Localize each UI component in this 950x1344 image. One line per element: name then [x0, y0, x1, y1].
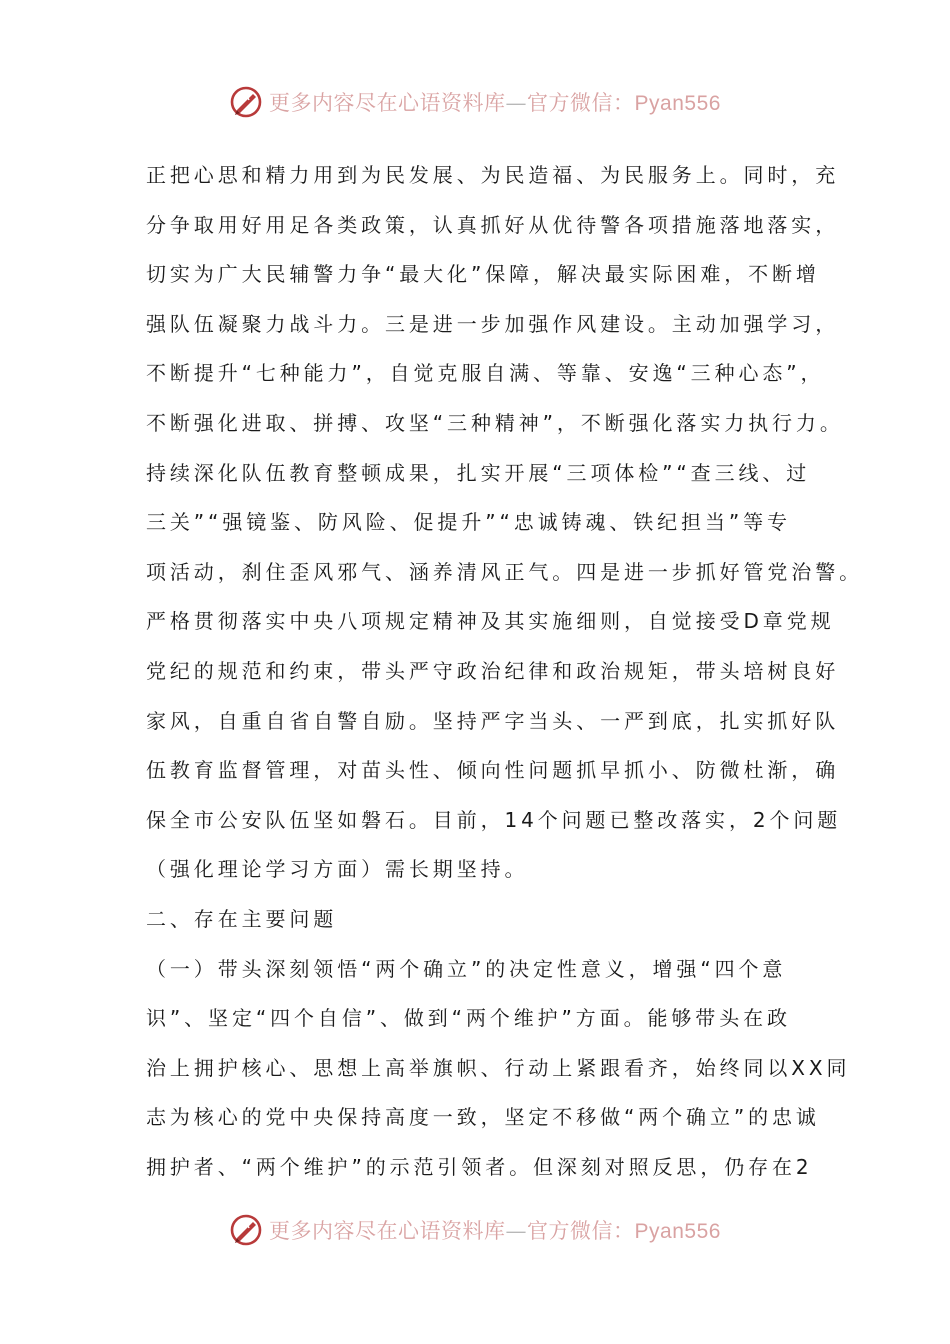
text-line: 强队伍凝聚力战斗力。三是进一步加强作风建设。主动加强学习， [146, 311, 840, 336]
text-line: （强化理论学习方面）需长期坚持。 [146, 857, 529, 882]
text-line: 持续深化队伍教育整顿成果，扎实开展“三项体检”“查三线、过 [146, 460, 811, 485]
text-line: 保全市公安队伍坚如磐石。目前，14个问题已整改落实，2个问题 [146, 807, 842, 832]
text-line: （一）带头深刻领悟“两个确立”的决定性意义，增强“四个意 [146, 956, 787, 981]
text-line: 志为核心的党中央保持高度一致，坚定不移做“两个确立”的忠诚 [146, 1105, 820, 1130]
text-line: 拥护者、“两个维护”的示范引领者。但深刻对照反思，仍存在2 [146, 1154, 813, 1179]
text-line: 伍教育监督管理，对苗头性、倾向性问题抓早抓小、防微杜渐，确 [146, 758, 840, 783]
text-line: 不断提升“七种能力”，自觉克服自满、等靠、安逸“三种心态”， [146, 361, 825, 386]
pen-logo-icon [229, 85, 263, 119]
text-line: 党纪的规范和约束，带头严守政治纪律和政治规矩，带头培树良好 [146, 658, 840, 683]
document-body [146, 151, 863, 1192]
text-line: 不断强化进取、拼搏、攻坚“三种精神”，不断强化落实力执行力。 [146, 410, 844, 435]
text-line: 分争取用好用足各类政策，认真抓好从优待警各项措施落地落实， [146, 212, 840, 237]
footer-watermark [0, 1210, 950, 1250]
text-line: 三关”“强镜鉴、防风险、促提升”“忠诚铸魂、铁纪担当”等专 [146, 510, 791, 535]
text-line: 识”、坚定“四个自信”、做到“两个维护”方面。能够带头在政 [146, 1006, 791, 1031]
pen-logo-icon [229, 1213, 263, 1247]
text-line: 正把心思和精力用到为民发展、为民造福、为民服务上。同时，充 [146, 163, 840, 187]
watermark-text: 更多内容尽在心语资料库—官方微信：Pyan556 [269, 1219, 721, 1243]
text-line: 严格贯彻落实中央八项规定精神及其实施细则，自觉接受D章党规 [146, 609, 835, 634]
text-line: 切实为广大民辅警力争“最大化”保障，解决最实际困难，不断增 [146, 262, 820, 287]
watermark-text: 更多内容尽在心语资料库—官方微信：Pyan556 [269, 91, 721, 115]
section-heading: 二、存在主要问题 [146, 906, 338, 931]
text-line: 项活动，刹住歪风邪气、涵养清风正气。四是进一步抓好管党治警。 [146, 559, 863, 584]
header-watermark [0, 82, 950, 122]
text-line: 家风，自重自省自警自励。坚持严字当头、一严到底，扎实抓好队 [146, 708, 840, 733]
text-line: 治上拥护核心、思想上高举旗帜、行动上紧跟看齐，始终同以XX同 [146, 1055, 851, 1080]
